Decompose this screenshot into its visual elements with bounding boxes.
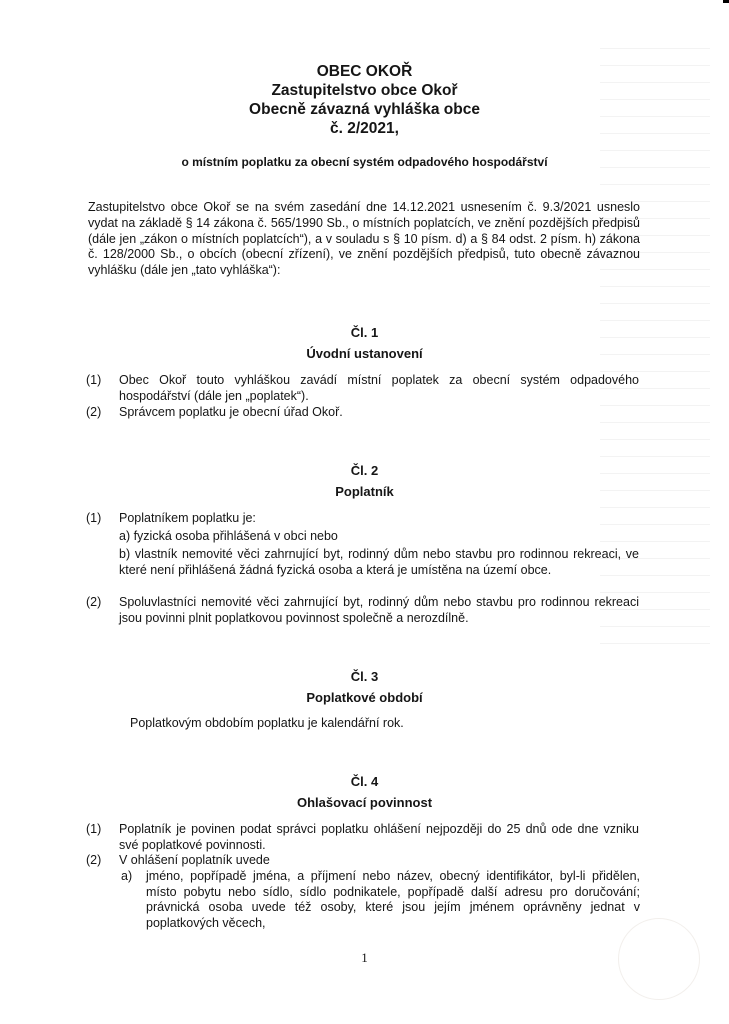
heading-decree-number: č. 2/2021,	[330, 120, 399, 137]
article-2-item-b: b) vlastník nemovité věci zahrnující byt, rodinný dům nebo stavbu pro rodinnou rekreaci, ve které není přihlášená žádná fyzická osoba a která je umístěna na území obce.	[119, 547, 639, 577]
heading-council: Zastupitelstvo obce Okoř	[271, 82, 458, 99]
item-label: a)	[121, 869, 133, 883]
article-2-heading	[0, 460, 729, 502]
heading-municipality: OBEC OKOŘ	[316, 63, 413, 80]
decree-subtitle: o místním poplatku za obecní systém odpadového hospodářství	[181, 155, 548, 169]
article-3-title: Poplatkové období	[306, 690, 423, 705]
paragraph-number: (2)	[86, 405, 102, 419]
article-2-item-a: a) fyzická osoba přihlášená v obci nebo	[119, 529, 338, 543]
paragraph-text: Poplatník je povinen podat správci poplatku ohlášení nejpozději do 25 dnů ode dne vzniku své poplatkové povinnosti.	[119, 822, 639, 852]
scan-corner-mark	[723, 0, 729, 3]
paragraph-number: (1)	[86, 511, 102, 525]
paragraph-text: V ohlášení poplatník uvede	[119, 853, 270, 867]
paragraph-text: Spoluvlastníci nemovité věci zahrnující byt, rodinný dům nebo stavbu pro rodinnou rekreaci jsou povinni plnit poplatkovou povinnost společně a nerozdílně.	[119, 595, 639, 625]
paragraph-number: (1)	[86, 373, 102, 387]
article-1-title: Úvodní ustanovení	[306, 346, 423, 361]
article-4-number: Čl. 4	[350, 774, 379, 789]
item-text: jméno, popřípadě jména, a příjmení nebo název, obecný identifikátor, byl-li přidělen, místo pobytu nebo sídlo, sídlo podnikatele, popřípadě další adresu pro doručování; právnická osoba uvede též osoby, které jsou jejím jménem oprávněny jednat v poplatkových věcech,	[146, 869, 640, 930]
page-number: 1	[361, 950, 368, 965]
article-4-title: Ohlašovací povinnost	[296, 795, 433, 810]
intro-paragraph: Zastupitelstvo obce Okoř se na svém zasedání dne 14.12.2021 usnesením č. 9.3/2021 usneslo vydat na základě § 14 zákona č. 565/1990 Sb., o místních poplatcích, ve znění pozdějších předpisů (dále jen „zákon o místních poplatcích“), a v souladu s § 10 písm. d) a § 84 odst. 2 písm. h) zákona č. 128/2000 Sb., o obcích (obecní zřízení), ve znění pozdějších předpisů, tuto obecně závaznou vyhlášku (dále jen „tato vyhláška“):	[88, 200, 640, 278]
paragraph-number: (1)	[86, 822, 102, 836]
paragraph-text: Obec Okoř touto vyhláškou zavádí místní poplatek za obecní systém odpadového hospodářství (dále jen „poplatek“).	[119, 373, 639, 403]
article-1-heading	[0, 322, 729, 364]
heading-decree-type: Obecně závazná vyhláška obce	[249, 101, 480, 118]
paragraph-number: (2)	[86, 853, 102, 867]
article-4-heading	[0, 771, 729, 813]
paragraph-number: (2)	[86, 595, 102, 609]
article-3-heading	[0, 666, 729, 708]
article-3-text: Poplatkovým obdobím poplatku je kalendářní rok.	[130, 716, 404, 730]
article-1-number: Čl. 1	[350, 325, 379, 340]
paragraph-text: Správcem poplatku je obecní úřad Okoř.	[119, 405, 343, 419]
article-3-number: Čl. 3	[350, 669, 379, 684]
article-2-title: Poplatník	[335, 484, 394, 499]
paragraph-text: Poplatníkem poplatku je:	[119, 511, 256, 525]
document-heading	[0, 62, 729, 138]
article-2-number: Čl. 2	[350, 463, 379, 478]
